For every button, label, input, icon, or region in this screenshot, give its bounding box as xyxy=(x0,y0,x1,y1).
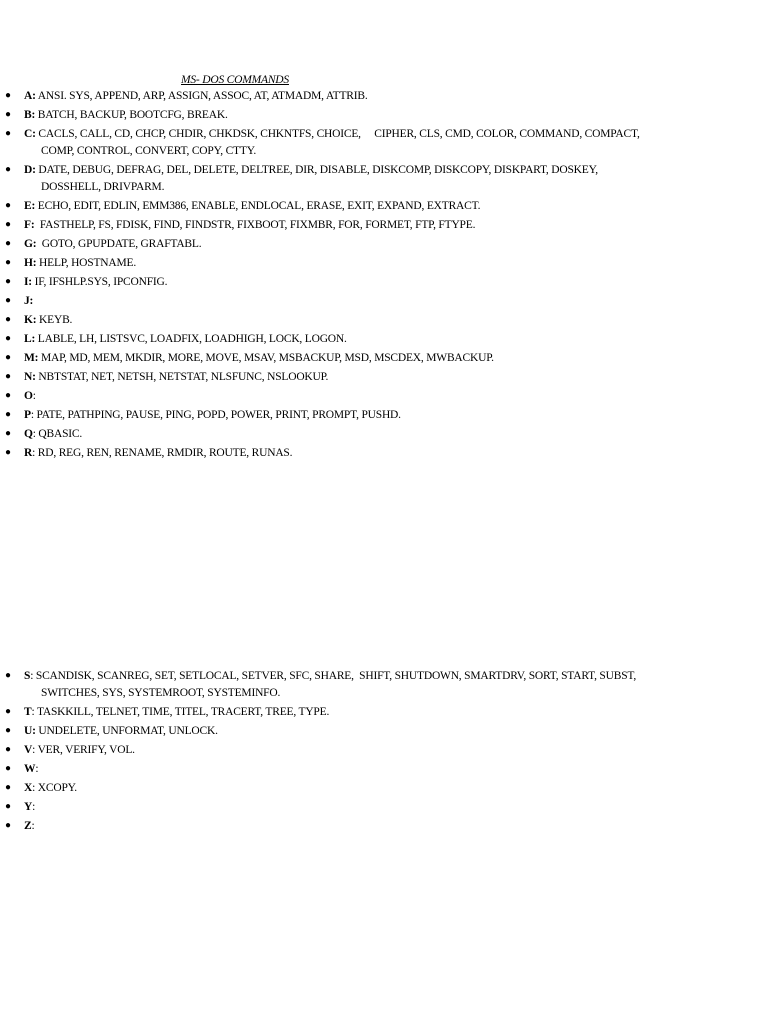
item-letter: X xyxy=(24,782,33,794)
list-item-v xyxy=(0,744,700,756)
bullet-icon: ● xyxy=(5,706,11,717)
item-letter: Q xyxy=(24,428,33,440)
bullet-icon: ● xyxy=(5,128,11,139)
bullet-icon: ● xyxy=(5,763,11,774)
list-item-k xyxy=(0,314,700,326)
item-text: DATE, DEBUG, DEFRAG, DEL, DELETE, DELTREE, DIR, DISABLE, DISKCOMP, DISKCOPY, DISKPART, DOSKEY, xyxy=(35,164,598,176)
item-letter: L: xyxy=(24,333,36,345)
item-text-continued: DOSSHELL, DRIVPARM. xyxy=(41,181,165,193)
bullet-icon: ● xyxy=(5,200,11,211)
item-text: NBTSTAT, NET, NETSH, NETSTAT, NLSFUNC, NSLOOKUP. xyxy=(35,371,329,383)
item-letter: W xyxy=(24,763,36,775)
item-letter: F: xyxy=(24,219,35,231)
item-letter: E: xyxy=(24,200,36,212)
item-letter: N: xyxy=(24,371,36,383)
list-item-g xyxy=(0,238,700,250)
list-item-p xyxy=(0,409,700,421)
bullet-icon: ● xyxy=(5,782,11,793)
bullet-icon: ● xyxy=(5,447,11,458)
bullet-icon: ● xyxy=(5,219,11,230)
list-item-s xyxy=(0,670,700,699)
list-item-t xyxy=(0,706,700,718)
list-item-l xyxy=(0,333,700,345)
command-list-part-1 xyxy=(0,90,700,459)
bullet-icon: ● xyxy=(5,670,11,681)
item-text: FASTHELP, FS, FDISK, FIND, FINDSTR, FIXBOOT, FIXMBR, FOR, FORMET, FTP, FTYPE. xyxy=(34,219,476,231)
item-text: : RD, REG, REN, RENAME, RMDIR, ROUTE, RUNAS. xyxy=(32,447,293,459)
item-text: KEYB. xyxy=(36,314,73,326)
item-text-continued: SWITCHES, SYS, SYSTEMROOT, SYSTEMINFO. xyxy=(41,687,281,699)
bullet-icon: ● xyxy=(5,90,11,101)
item-text: : XCOPY. xyxy=(32,782,77,794)
bullet-icon: ● xyxy=(5,314,11,325)
item-text: : VER, VERIFY, VOL. xyxy=(32,744,135,756)
item-letter: V xyxy=(24,744,33,756)
item-text: : xyxy=(32,801,36,813)
bullet-icon: ● xyxy=(5,744,11,755)
page-title: MS- DOS COMMANDS xyxy=(181,74,289,86)
list-item-w xyxy=(0,763,700,775)
bullet-icon: ● xyxy=(5,333,11,344)
item-text: LABLE, LH, LISTSVC, LOADFIX, LOADHIGH, LOCK, LOGON. xyxy=(35,333,347,345)
list-item-u xyxy=(0,725,700,737)
list-item-q xyxy=(0,428,700,440)
bullet-icon: ● xyxy=(5,109,11,120)
item-text: BATCH, BACKUP, BOOTCFG, BREAK. xyxy=(35,109,228,121)
item-letter: D: xyxy=(24,164,36,176)
list-item-o xyxy=(0,390,700,402)
list-item-r xyxy=(0,447,700,459)
bullet-icon: ● xyxy=(5,257,11,268)
item-text: : xyxy=(35,763,39,775)
item-letter: Z xyxy=(24,820,32,832)
bullet-icon: ● xyxy=(5,238,11,249)
item-text: : xyxy=(32,390,36,402)
item-letter: U: xyxy=(24,725,36,737)
item-text: ECHO, EDIT, EDLIN, EMM386, ENABLE, ENDLOCAL, ERASE, EXIT, EXPAND, EXTRACT. xyxy=(35,200,481,212)
item-letter: H: xyxy=(24,257,37,269)
bullet-icon: ● xyxy=(5,820,11,831)
item-letter: S xyxy=(24,670,31,682)
list-item-e xyxy=(0,200,700,212)
list-item-i xyxy=(0,276,700,288)
bullet-icon: ● xyxy=(5,725,11,736)
item-text: : PATE, PATHPING, PAUSE, PING, POPD, POWER, PRINT, PROMPT, PUSHD. xyxy=(30,409,401,421)
list-item-h xyxy=(0,257,700,269)
bullet-icon: ● xyxy=(5,390,11,401)
item-text-continued: COMP, CONTROL, CONVERT, COPY, CTTY. xyxy=(41,145,256,157)
list-item-x xyxy=(0,782,700,794)
list-item-j xyxy=(0,295,700,307)
item-letter: P xyxy=(24,409,31,421)
bullet-icon: ● xyxy=(5,801,11,812)
bullet-icon: ● xyxy=(5,371,11,382)
bullet-icon: ● xyxy=(5,164,11,175)
item-text: IF, IFSHLP.SYS, IPCONFIG. xyxy=(31,276,168,288)
item-text: : TASKKILL, TELNET, TIME, TITEL, TRACERT, TREE, TYPE. xyxy=(31,706,330,718)
item-text: : QBASIC. xyxy=(32,428,83,440)
list-item-c xyxy=(0,128,700,157)
item-letter: A: xyxy=(24,90,36,102)
item-text: : xyxy=(31,820,35,832)
bullet-icon: ● xyxy=(5,352,11,363)
bullet-icon: ● xyxy=(5,428,11,439)
item-text: MAP, MD, MEM, MKDIR, MORE, MOVE, MSAV, MSBACKUP, MSD, MSCDEX, MWBACKUP. xyxy=(38,352,494,364)
item-text: UNDELETE, UNFORMAT, UNLOCK. xyxy=(35,725,218,737)
list-item-b xyxy=(0,109,700,121)
list-item-a xyxy=(0,90,700,102)
item-letter: G: xyxy=(24,238,37,250)
list-item-z xyxy=(0,820,700,832)
list-item-d xyxy=(0,164,700,193)
item-text: ANSI. SYS, APPEND, ARP, ASSIGN, ASSOC, AT, ATMADM, ATTRIB. xyxy=(35,90,368,102)
item-letter: C: xyxy=(24,128,36,140)
bullet-icon: ● xyxy=(5,295,11,306)
item-letter: I: xyxy=(24,276,32,288)
item-letter: J: xyxy=(24,295,34,307)
list-item-y xyxy=(0,801,700,813)
list-item-n xyxy=(0,371,700,383)
bullet-icon: ● xyxy=(5,409,11,420)
item-letter: O xyxy=(24,390,33,402)
item-letter: B: xyxy=(24,109,36,121)
command-list-part-2 xyxy=(0,670,700,832)
item-letter: R xyxy=(24,447,33,459)
bullet-icon: ● xyxy=(5,276,11,287)
list-item-m xyxy=(0,352,700,364)
item-text: CACLS, CALL, CD, CHCP, CHDIR, CHKDSK, CHKNTFS, CHOICE, CIPHER, CLS, CMD, COLOR, COMMAND, COMPACT, xyxy=(35,128,640,140)
list-item-f xyxy=(0,219,700,231)
item-letter: Y xyxy=(24,801,33,813)
item-text: HELP, HOSTNAME. xyxy=(36,257,137,269)
item-text: GOTO, GPUPDATE, GRAFTABL. xyxy=(36,238,202,250)
item-letter: M: xyxy=(24,352,39,364)
item-letter: K: xyxy=(24,314,37,326)
item-letter: T xyxy=(24,706,32,718)
item-text: : SCANDISK, SCANREG, SET, SETLOCAL, SETVER, SFC, SHARE, SHIFT, SHUTDOWN, SMARTDRV, SORT, START, SUBST, xyxy=(30,670,637,682)
